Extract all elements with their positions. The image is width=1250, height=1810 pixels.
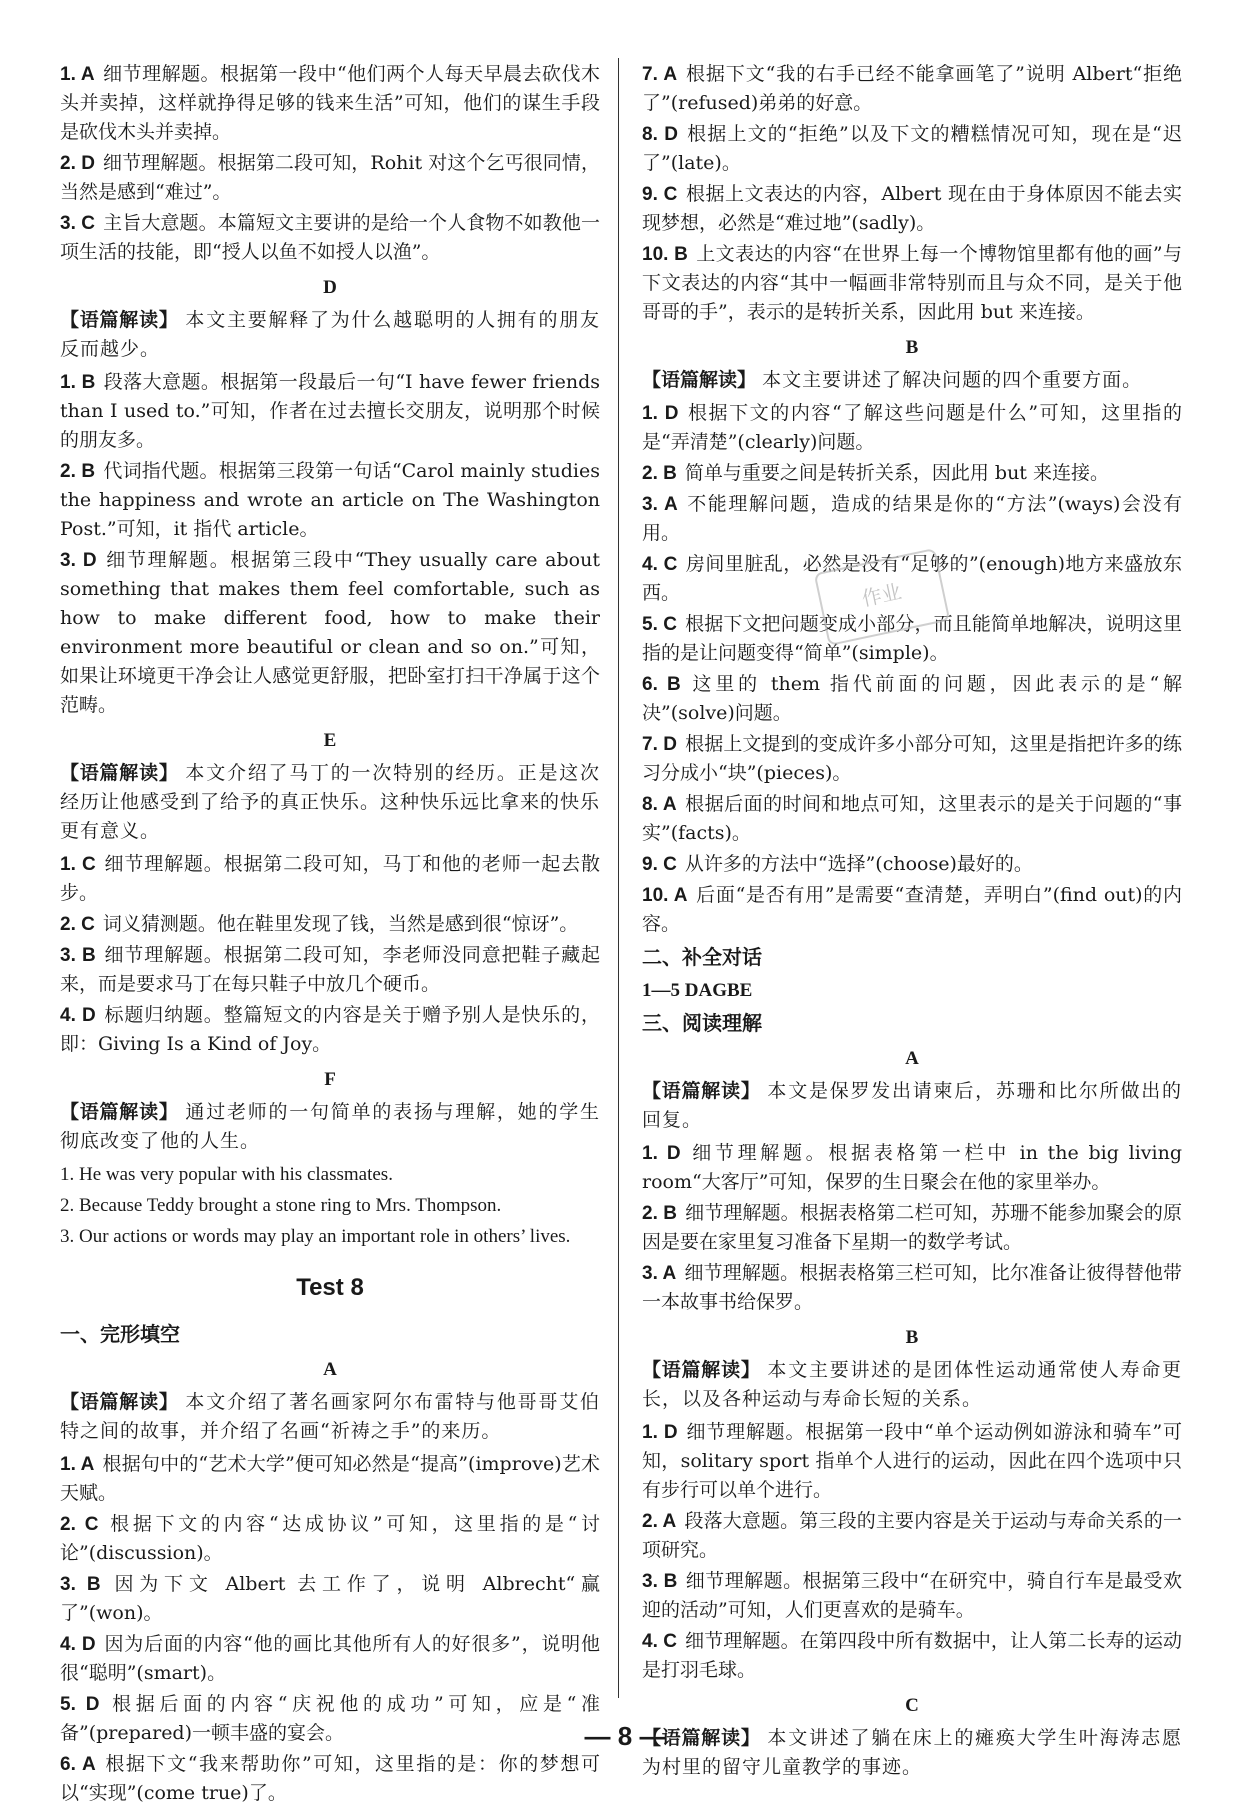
answer-explanation: 不能理解问题，造成的结果是你的“方法”(ways)会没有用。: [642, 493, 1182, 544]
summary-text: 本文主要讲述了解决问题的四个重要方面。: [762, 369, 1143, 391]
answer-explanation: 根据下文“我的右手已经不能拿画笔了”说明 Albert“拒绝了”(refused)弟弟的好意。: [642, 63, 1183, 114]
answer-cloze-a-item: [642, 180, 1182, 238]
column-divider: [618, 58, 619, 1698]
answer-explanation: 段落大意题。第三段的主要内容是关于运动与寿命关系的一项研究。: [642, 1510, 1182, 1561]
answer-explanation: 细节理解题。根据表格第二栏可知，苏珊不能参加聚会的原因是要在家里复习准备下星期一的数学考试。: [642, 1202, 1182, 1253]
answer-number: 1. D: [642, 1143, 681, 1164]
answer-explanation: 细节理解题。根据第二段可知，李老师没同意把鞋子藏起来，而是要求马丁在每只鞋子中放几个硬币。: [60, 944, 600, 995]
summary-text: 本文是保罗发出请柬后，苏珊和比尔所做出的回复。: [642, 1080, 1182, 1131]
answer-cloze-a-item: [642, 240, 1182, 327]
answer-number: 1. B: [60, 372, 96, 393]
answer-number: 2. B: [60, 461, 96, 482]
answer-cloze-a-item: [60, 1750, 600, 1808]
summary-e: [60, 759, 600, 846]
answer-cloze-a-item: [642, 60, 1182, 118]
summary-b: [642, 366, 1182, 395]
answer-number: 10. A: [642, 885, 688, 906]
answer-explanation: 细节理解题。根据第二段可知，马丁和他的老师一起去散步。: [60, 853, 600, 904]
summary-tag: 【语篇解读】: [60, 1101, 179, 1123]
answer-cloze-b-item: [642, 670, 1182, 728]
answer-explanation: 根据下文的内容“了解这些问题是什么”可知，这里指的是“弄清楚”(clearly)问题。: [642, 402, 1182, 453]
answer-e-item: [60, 1001, 600, 1059]
answer-number: 5. D: [60, 1694, 100, 1715]
answer-number: 2. C: [60, 1514, 99, 1535]
answer-cloze-a-item: [60, 1630, 600, 1688]
answer-number: 3. D: [60, 550, 97, 571]
summary-d: [60, 306, 600, 364]
summary-text: 本文讲述了躺在床上的瘫痪大学生叶海涛志愿为村里的留守儿童教学的事迹。: [642, 1727, 1182, 1778]
answer-number: 2. B: [642, 463, 677, 484]
answer-f-item: 1. He was very popular with his classmates.: [60, 1164, 393, 1185]
answer-number: 6. A: [60, 1754, 96, 1775]
reading-heading-b: B: [905, 1327, 919, 1348]
summary-f: [60, 1098, 600, 1156]
answer-explanation: 根据上文表达的内容，Albert 现在由于身体原因不能去实现梦想，必然是“难过地”(sadly)。: [642, 183, 1182, 234]
answer-number: 2. B: [642, 1203, 677, 1224]
page-number: — 8 —: [584, 1721, 666, 1751]
answer-cloze-a-item: [642, 120, 1182, 178]
answer-cloze-a-item: [60, 1450, 600, 1508]
answer-number: 7. D: [642, 734, 677, 755]
answer-d-item: [60, 457, 600, 544]
answer-explanation: 词义猜测题。他在鞋里发现了钱，当然是感到很“惊讶”。: [102, 913, 579, 935]
summary-tag: 【语篇解读】: [642, 1080, 761, 1102]
section-heading-a: A: [323, 1359, 337, 1380]
answer-number: 4. C: [642, 554, 678, 575]
answer-number: 8. A: [642, 794, 677, 815]
answer-cloze-b-item: [642, 850, 1182, 879]
answer-reading-b-item: [642, 1507, 1182, 1565]
summary-text: 本文主要解释了为什么越聪明的人拥有的朋友反而越少。: [60, 309, 600, 360]
test-title: Test 8: [296, 1274, 364, 1301]
summary-text: 通过老师的一句简单的表扬与理解，她的学生彻底改变了他的人生。: [60, 1101, 600, 1152]
answer-explanation: 因为后面的内容“他的画比其他所有人的好很多”，说明他很“聪明”(smart)。: [60, 1633, 600, 1684]
answer-explanation: 从许多的方法中“选择”(choose)最好的。: [684, 853, 1033, 875]
section-title-reading: 三、阅读理解: [642, 1011, 762, 1035]
answer-number: 1. A: [60, 64, 95, 85]
answer-explanation: 细节理解题。根据第二段可知，Rohit 对这个乞丐很同情，当然是感到“难过”。: [60, 152, 600, 203]
answer-d-item: [60, 546, 600, 720]
answer-f-item: 3. Our actions or words may play an important role in others’ lives.: [60, 1226, 571, 1247]
answer-number: 9. C: [642, 184, 678, 205]
summary-text: 本文主要讲述的是团体性运动通常使人寿命更长，以及各种运动与寿命长短的关系。: [642, 1359, 1182, 1410]
answer-explanation: 代词指代题。根据第三段第一句话“Carol mainly studies the happiness and wrote an article on The Washington Post.”可知，it 指代 article。: [60, 460, 600, 540]
answer-number: 1. C: [60, 854, 96, 875]
answer-cloze-a-item: [60, 1510, 600, 1568]
answer-explanation: 根据句中的“艺术大学”便可知必然是“提高”(improve)艺术天赋。: [60, 1453, 601, 1504]
right-column: [642, 60, 1182, 1786]
section-heading-f: F: [324, 1069, 336, 1090]
summary-text: 本文介绍了马丁的一次特别的经历。正是这次经历让他感受到了给予的真正快乐。这种快乐远比拿来的快乐更有意义。: [60, 762, 601, 842]
watermark-stamp: 作业: [814, 548, 951, 646]
answer-cloze-b-item: [642, 399, 1182, 457]
answer-explanation: 段落大意题。根据第一段最后一句“I have fewer friends than I used to.”可知，作者在过去擅长交朋友，说明那个时候的朋友多。: [60, 371, 600, 451]
answer-cloze-b-item: [642, 790, 1182, 848]
answer-number: 5. C: [642, 614, 677, 635]
answer-number: 3. B: [60, 1574, 101, 1595]
answer-number: 3. B: [60, 945, 96, 966]
answer-explanation: 上文表达的内容“在世界上每一个博物馆里都有他的画”与下文表达的内容“其中一幅画非常特别而且与众不同，是关于他哥哥的手”，表示的是转折关系，因此用 but 来连接。: [642, 243, 1182, 323]
answer-item: [60, 149, 600, 207]
summary-tag: 【语篇解读】: [60, 762, 179, 784]
summary-tag: 【语篇解读】: [642, 1359, 761, 1381]
answer-reading-b-item: [642, 1627, 1182, 1685]
answer-number: 7. A: [642, 64, 678, 85]
answer-explanation: 简单与重要之间是转折关系，因此用 but 来连接。: [684, 462, 1109, 484]
summary-tag: 【语篇解读】: [642, 369, 757, 391]
answer-explanation: 根据下文的内容“达成协议”可知，这里指的是“讨论”(discussion)。: [60, 1513, 600, 1564]
answer-explanation: 后面“是否有用”是需要“查清楚，弄明白”(find out)的内容。: [642, 884, 1182, 935]
answer-cloze-b-item: [642, 490, 1182, 548]
section-heading-d: D: [323, 277, 337, 298]
answer-number: 3. B: [642, 1571, 678, 1592]
answer-cloze-b-item: [642, 881, 1182, 939]
answer-d-item: [60, 368, 600, 455]
answer-reading-a-item: [642, 1199, 1182, 1257]
answer-reading-b-item: [642, 1418, 1182, 1505]
answer-cloze-a-item: [60, 1570, 600, 1628]
answer-number: 3. A: [642, 494, 678, 515]
answer-number: 1. D: [642, 403, 679, 424]
answer-number: 4. D: [60, 1634, 96, 1655]
answer-reading-b-item: [642, 1567, 1182, 1625]
summary-a: [60, 1388, 600, 1446]
answer-number: 3. A: [642, 1263, 677, 1284]
answer-number: 1. D: [642, 1422, 678, 1443]
dialogue-answer: 1—5 DAGBE: [642, 980, 753, 1001]
summary-text: 本文介绍了著名画家阿尔布雷特与他哥哥艾伯特之间的故事，并介绍了名画“祈祷之手”的来历。: [60, 1391, 600, 1442]
section-heading-b: B: [905, 337, 919, 358]
answer-number: 10. B: [642, 244, 688, 265]
answer-explanation: 主旨大意题。本篇短文主要讲的是给一个人食物不如教他一项生活的技能，即“授人以鱼不如授人以渔”。: [60, 212, 600, 263]
answer-explanation: 标题归纳题。整篇短文的内容是关于赠予别人是快乐的，即：Giving Is a Kind of Joy。: [60, 1004, 600, 1055]
answer-explanation: 根据后面的时间和地点可知，这里表示的是关于问题的“事实”(facts)。: [642, 793, 1183, 844]
summary-tag: 【语篇解读】: [642, 1727, 761, 1749]
answer-cloze-b-item: [642, 459, 1182, 488]
left-column: [60, 60, 600, 1810]
answer-reading-a-item: [642, 1139, 1182, 1197]
answer-explanation: 细节理解题。根据表格第一栏中 in the big living room“大客厅”可知，保罗的生日聚会在他的家里举办。: [642, 1142, 1182, 1193]
answer-explanation: 细节理解题。根据第一段中“他们两个人每天早晨去砍伐木头并卖掉，这样就挣得足够的钱来生活”可知，他们的谋生手段是砍伐木头并卖掉。: [60, 63, 601, 143]
answer-explanation: 细节理解题。根据第三段中“在研究中，骑自行车是最受欢迎的活动”可知，人们更喜欢的是骑车。: [642, 1570, 1182, 1621]
answer-explanation: 细节理解题。根据表格第三栏可知，比尔准备让彼得替他带一本故事书给保罗。: [642, 1262, 1182, 1313]
answer-e-item: [60, 910, 600, 939]
answer-number: 1. A: [60, 1454, 95, 1475]
answer-explanation: 这里的 them 指代前面的问题，因此表示的是“解决”(solve)问题。: [642, 673, 1182, 724]
answer-cloze-b-item: [642, 730, 1182, 788]
answer-number: 2. A: [642, 1511, 677, 1532]
answer-explanation: 根据上文提到的变成许多小部分可知，这里是指把许多的练习分成小“块”(pieces)。: [642, 733, 1182, 784]
answer-number: 4. D: [60, 1005, 96, 1026]
answer-explanation: 根据上文的“拒绝”以及下文的糟糕情况可知，现在是“迟了”(late)。: [642, 123, 1182, 174]
answer-item: [60, 209, 600, 267]
summary-reading-a: [642, 1077, 1182, 1135]
answer-f-item: 2. Because Teddy brought a stone ring to Mrs. Thompson.: [60, 1195, 502, 1216]
summary-tag: 【语篇解读】: [60, 309, 179, 331]
answer-item: [60, 60, 600, 147]
answer-explanation: 细节理解题。在第四段中所有数据中，让人第二长寿的运动是打羽毛球。: [642, 1630, 1182, 1681]
answer-number: 8. D: [642, 124, 678, 145]
answer-explanation: 因为下文 Albert 去工作了，说明 Albrecht“赢了”(won)。: [60, 1573, 600, 1624]
answer-number: 4. C: [642, 1631, 677, 1652]
answer-explanation: 根据下文把问题变成小部分，而且能简单地解决，说明这里指的是让问题变得“简单”(simple)。: [642, 613, 1182, 664]
answer-explanation: 房间里脏乱，必然是没有“足够的”(enough)地方来盛放东西。: [642, 553, 1182, 604]
answer-e-item: [60, 941, 600, 999]
answer-number: 2. D: [60, 153, 95, 174]
section-title-cloze: 一、完形填空: [60, 1322, 180, 1346]
section-heading-e: E: [323, 730, 337, 751]
answer-explanation: 细节理解题。根据第一段中“单个运动例如游泳和骑车”可知，solitary sport 指单个人进行的运动，因此在四个选项中只有步行可以单个进行。: [642, 1421, 1182, 1501]
summary-tag: 【语篇解读】: [60, 1391, 179, 1413]
answer-number: 3. C: [60, 213, 95, 234]
section-title-dialogue: 二、补全对话: [642, 945, 762, 969]
reading-heading-a: A: [905, 1048, 919, 1069]
answer-number: 6. B: [642, 674, 681, 695]
answer-explanation: 细节理解题。根据第三段中“They usually care about something that makes them feel comfortable, such as how to make different food, how to make their environment more beautiful or clean and so on.”可知，如果让环境更干净会让人感觉更舒服，把卧室打扫干净属于这个范畴。: [60, 549, 600, 716]
answer-explanation: 根据后面的内容“庆祝他的成功”可知，应是“准备”(prepared)一顿丰盛的宴会。: [60, 1693, 600, 1744]
reading-heading-c: C: [905, 1695, 919, 1716]
answer-explanation: 根据下文“我来帮助你”可知，这里指的是：你的梦想可以“实现”(come true)了。: [60, 1753, 600, 1804]
answer-number: 9. C: [642, 854, 677, 875]
answer-reading-a-item: [642, 1259, 1182, 1317]
summary-reading-b: [642, 1356, 1182, 1414]
answer-number: 2. C: [60, 914, 95, 935]
answer-e-item: [60, 850, 600, 908]
